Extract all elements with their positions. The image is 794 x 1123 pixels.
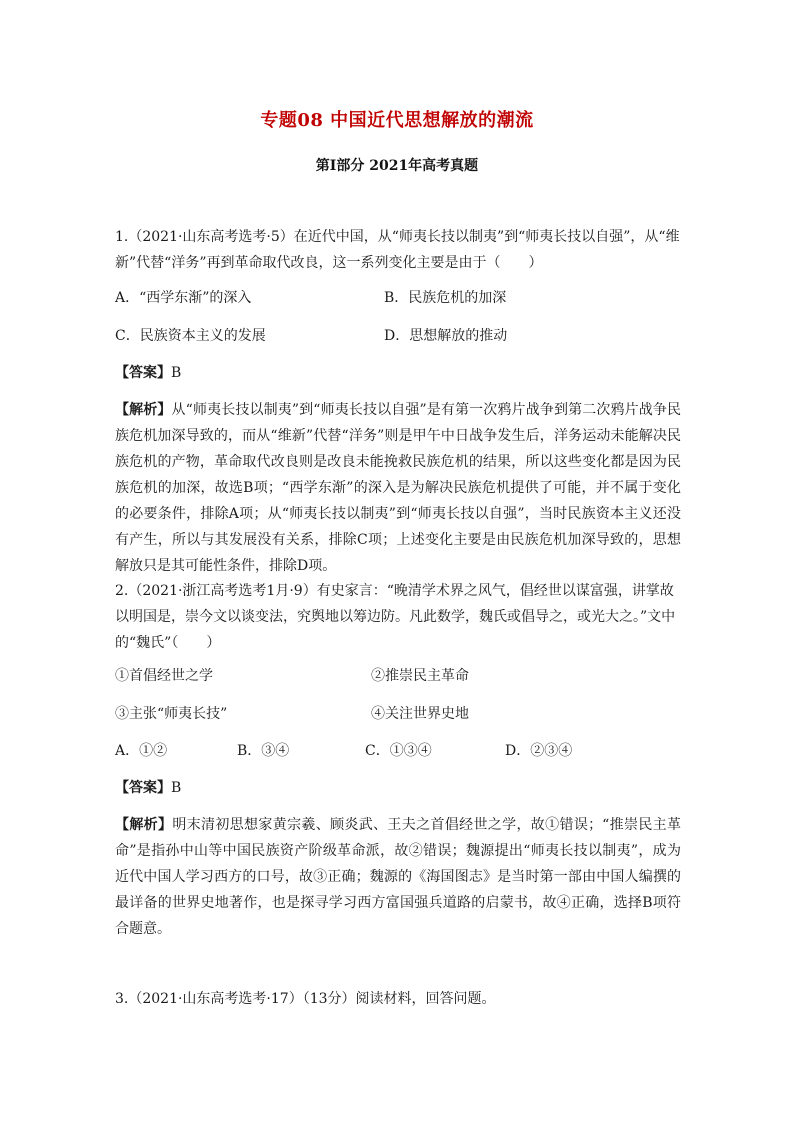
question-2-analysis (115, 812, 681, 942)
question-2-item-1: ①首倡经世之学 (115, 668, 213, 684)
question-2-option-d: D．②③④ (505, 743, 573, 759)
document-title: 专题08 中国近代思想解放的潮流 (260, 110, 534, 131)
analysis-tag: 【解析】 (115, 402, 172, 418)
question-2-items-row-1 (115, 665, 681, 687)
answer-tag: 【答案】 (115, 365, 171, 381)
question-2-option-a: A．①② (115, 743, 168, 759)
question-2-items-row-2 (115, 703, 681, 725)
answer-tag: 【答案】 (115, 780, 171, 796)
answer-value: B (171, 365, 182, 381)
question-2-answer (115, 777, 181, 799)
question-1-options-row-1 (115, 287, 681, 309)
question-2-item-3: ③主张“师夷长技” (115, 706, 228, 722)
question-2-option-c: C．①③④ (365, 743, 432, 759)
question-2-stem: 2.（2021·浙江高考选考1月·9）有史家言：“晚清学术界之风气，倡经世以谋富强，讲掌故以明国是，崇今文以谈变法，究舆地以筹边防。凡此数学，魏氏或倡导之，或光大之。”文中的“魏氏”（ ） (115, 583, 676, 651)
section-subtitle: 第Ⅰ部分 2021年高考真题 (315, 158, 479, 174)
question-1-option-a: A．“西学东渐”的深入 (115, 290, 252, 306)
question-1-option-c: C．民族资本主义的发展 (115, 328, 266, 344)
question-1-stem: 1.（2021·山东高考选考·5）在近代中国，从“师夷长技以制夷”到“师夷长技以自强”，从“维新”代替“洋务”再到革命取代改良，这一系列变化主要是由于（ ） (115, 229, 680, 271)
question-2-item-4: ④关注世界史地 (371, 706, 469, 722)
question-1-options-row-2 (115, 325, 681, 347)
question-1-answer (115, 362, 181, 384)
analysis-text: 从“师夷长技以制夷”到“师夷长技以自强”是有第一次鸦片战争到第二次鸦片战争民族危机加深导致的，而从“维新”代替“洋务”则是甲午中日战争发生后，洋务运动未能解决民族危机的产物，革命取代改良则是改良未能挽救民族危机的结果，所以这些变化都是因为民族危机的加深，故选B项；“西学东渐”的深入是为解决民族危机提供了可能，并不属于变化的必要条件，排除A项；从“师夷长技以制夷”到“师夷长技以自强”，当时民族资本主义还没有产生，所以与其发展没有关系，排除C项；上述变化主要是由民族危机加深导致的，思想解放只是其可能性条件，排除D项。 (115, 402, 681, 574)
question-2-options-row (115, 740, 681, 762)
answer-value: B (171, 780, 182, 796)
question-2-option-b: B．③④ (237, 743, 290, 759)
question-1-analysis (115, 397, 681, 579)
question-1-option-d: D．思想解放的推动 (384, 328, 508, 344)
question-1-option-b: B．民族危机的加深 (384, 290, 507, 306)
analysis-text: 明末清初思想家黄宗羲、顾炎武、王夫之首倡经世之学，故①错误；“推崇民主革命”是指孙中山等中国民族资产阶级革命派，故②错误；魏源提出“师夷长技以制夷”，成为近代中国人学习西方的口号，故③正确；魏源的《海国图志》是当时第一部由中国人编撰的最详备的世界史地著作，也是探寻学习西方富国强兵道路的启蒙书，故④正确，选择B项符合题意。 (115, 817, 682, 937)
question-3-stem: 3.（2021·山东高考选考·17）（13分）阅读材料，回答问题。 (115, 991, 496, 1007)
analysis-tag: 【解析】 (115, 817, 173, 833)
question-2-item-2: ②推崇民主革命 (371, 668, 469, 684)
